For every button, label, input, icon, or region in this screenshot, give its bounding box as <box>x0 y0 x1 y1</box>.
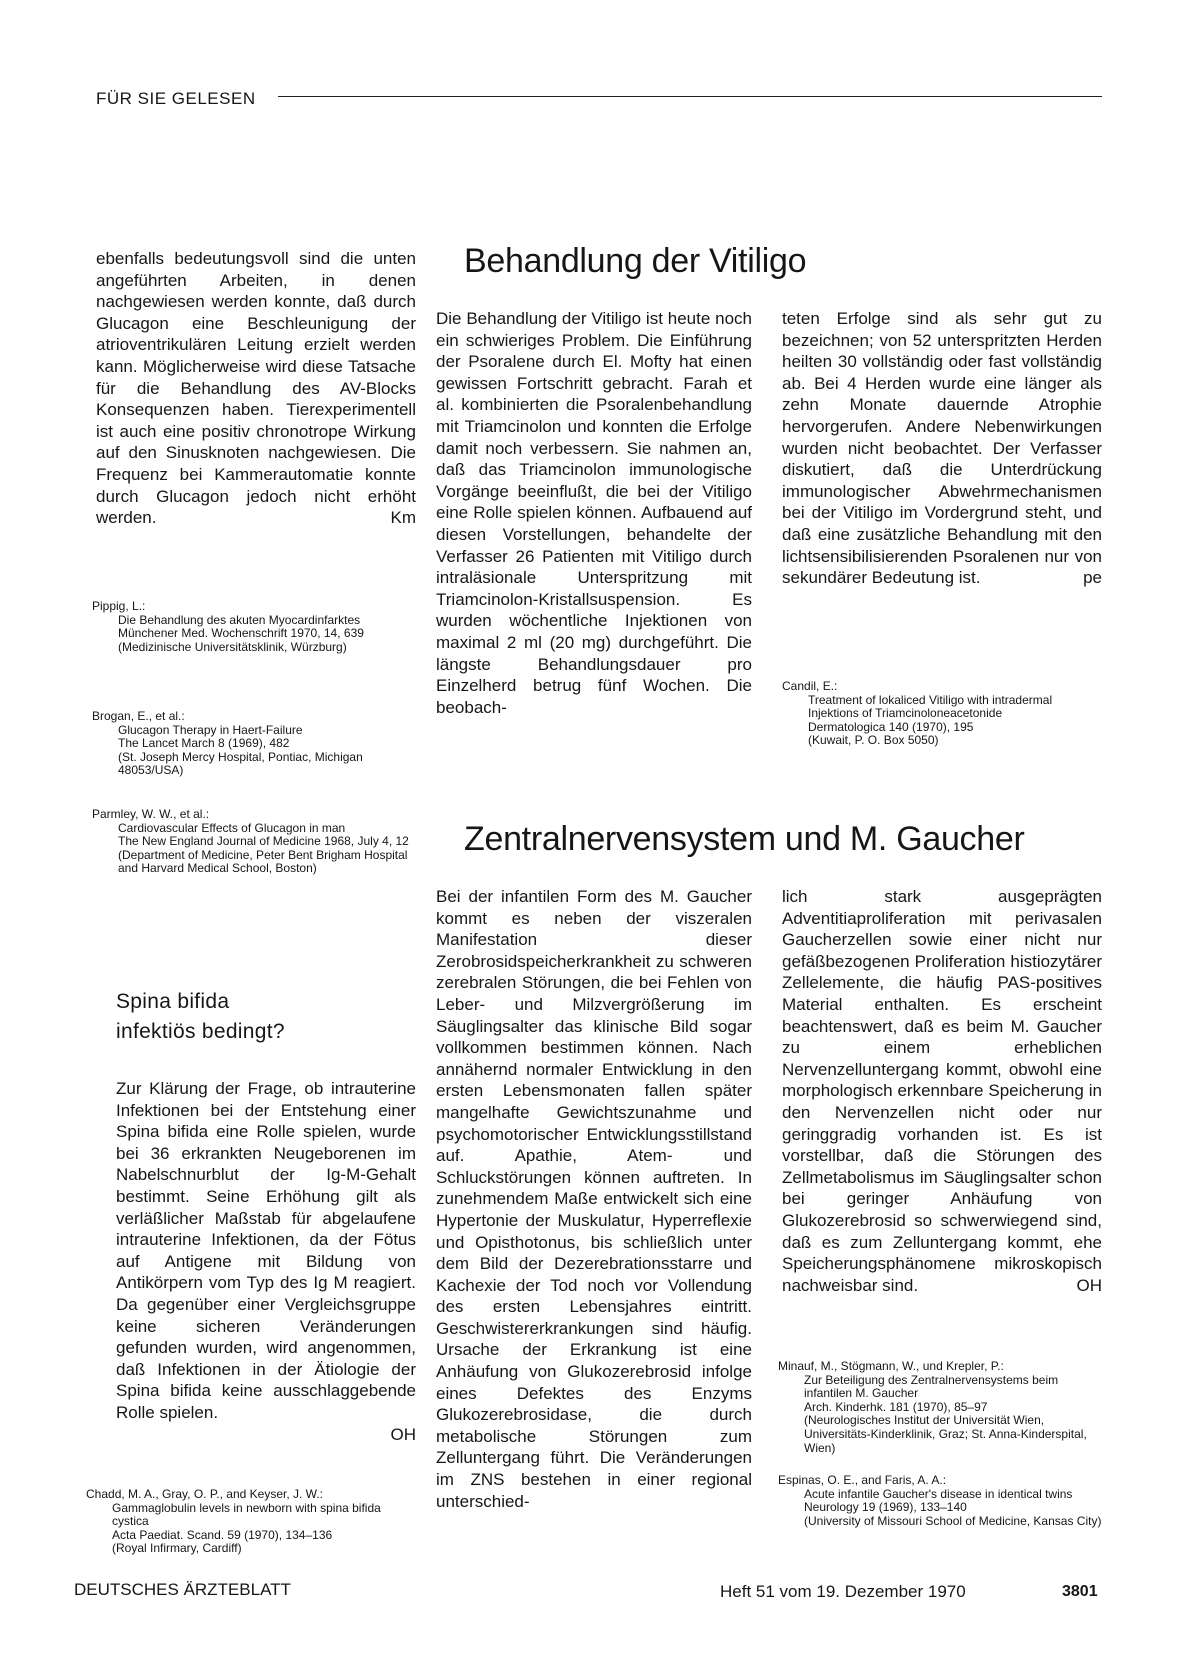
vitiligo-title: Behandlung der Vitiligo <box>464 242 807 280</box>
gaucher-title: Zentralnervensystem und M. Gaucher <box>464 820 1025 858</box>
reference-institution: (Kuwait, P. O. Box 5050) <box>808 733 939 748</box>
footer-journal: DEUTSCHES ÄRZTEBLATT <box>74 1580 291 1599</box>
gaucher-column-1 <box>436 886 752 1512</box>
reference-title: Cardiovascular Effects of Glucagon in man <box>118 820 346 835</box>
reference-source: Arch. Kinderhk. 181 (1970), 85–97 <box>804 1399 988 1414</box>
vitiligo-signature: pe <box>1083 568 1102 588</box>
glucagon-signature: Km <box>390 508 416 528</box>
glucagon-text: ebenfalls bedeutungsvoll sind die unten angeführten Arbeiten, in denen nachgewiesen werden konnte, daß durch Glucagon eine Beschleunigung der atrioventrikulären Leitung erzielt werden kann. Möglicherweise wird diese Tatsache für die Behandlung des AV-Blocks Konsequenzen haben. Tierexperimentell ist auch eine positiv chronotrope Wirkung auf den Sinusknoten nachgewiesen. Die Frequenz bei Kammerautomatie konnte durch Glucagon jedoch nicht erhöht werden. Km <box>96 249 416 528</box>
vitiligo-text-1: Die Behandlung der Vitiligo ist heute noch ein schwieriges Problem. Die Einführung der Psoralene durch El. Mofty hat einen gewissen Fortschritt gebracht. Farah et al. kombinierten die Psoralenbehandlung mit Triamcinolon und konnten die Erfolge damit noch verbessern. Sie nahmen an, daß das Triamcinolon immunologische Vorgänge beeinflußt, die bei der Vitiligo eine Rolle spielen können. Aufbauend auf diesen Vorstellungen, behandelte der Verfasser 26 Patienten mit Vitiligo durch intraläsionale Unterspritzung mit Triamcinolon-Kristallsuspension. Es wurden wöchentliche Injektionen von maximal 2 ml (20 mg) durchgeführt. Die längste Behandlungsdauer pro Einzelherd betrug fünf Wochen. Die beobach- <box>436 309 752 717</box>
spina-bifida-article <box>116 1078 416 1445</box>
reference-author: Brogan, E., et al.: <box>92 709 185 723</box>
reference-title: Die Behandlung des akuten Myocardinfarktes <box>118 612 361 627</box>
spina-bifida-title-line-1: Spina bifida <box>116 990 230 1013</box>
reference-institution: (Royal Infirmary, Cardiff) <box>112 1541 242 1556</box>
reference-source: Acta Paediat. Scand. 59 (1970), 134–136 <box>112 1527 333 1542</box>
glucagon-article <box>96 248 416 529</box>
gaucher-reference-2 <box>778 1474 1102 1528</box>
footer-issue: Heft 51 vom 19. Dezember 1970 <box>720 1582 966 1601</box>
glucagon-reference-2 <box>92 710 414 778</box>
spina-bifida-title <box>116 987 416 1047</box>
reference-source: Neurology 19 (1969), 133–140 <box>804 1500 967 1515</box>
gaucher-text-1: Bei der infantilen Form des M. Gaucher kommt es neben der viszeralen Manifestation dieser Zerobrosidspeicherkrankheit zu schweren zerebralen Störungen, die bei Fehlen von Leber- und Milzvergrößerung im Säuglingsalter das klinische Bild sogar vollkommen bestimmen können. Nach annähernd normaler Entwicklung in den ersten Lebensmonaten fallen später mangelhafte Gewichtszunahme und psychomotorischer Entwicklungsstillstand auf. Apathie, Atem- und Schluckstörungen können auftreten. In zunehmendem Maße entwickelt sich eine Hypertonie der Muskulatur, Hyperreflexie und Opisthotonus, bis schließlich unter dem Bild der Dezerebrationsstarre und Kachexie der Tod noch vor Vollendung des ersten Lebensjahres eintritt. Geschwistererkrankungen sind häufig. Ursache der Erkrankung ist eine Anhäufung von Glukozerebrosid infolge eines Defektes des Enzyms Glukozerebrosidase, die durch metabolische Störungen zum Zelluntergang führt. Die Veränderungen im ZNS bestehen in einer regional unterschied- <box>436 887 752 1511</box>
reference-institution: (St. Joseph Mercy Hospital, Pontiac, Michigan 48053/USA) <box>118 749 363 778</box>
vitiligo-reference <box>782 680 1102 748</box>
reference-author: Candil, E.: <box>782 679 838 693</box>
reference-source: Münchener Med. Wochenschrift 1970, 14, 639 <box>118 626 364 641</box>
header-rule <box>278 96 1102 97</box>
spina-bifida-text: Zur Klärung der Frage, ob intrauterine Infektionen bei der Entstehung einer Spina bifida eine Rolle spielen, wurde bei 36 erkrankten Neugeborenen im Nabelschnurblut der Ig-M-Gehalt bestimmt. Seine Erhöhung gilt als verläßlicher Maßstab für abgelaufene intrauterine Infektionen, da der Fötus auf Antigene mit Bildung von Antikörpern vom Typ des Ig M reagiert. Da gegenüber einer Vergleichsgruppe keine sicheren Veränderungen gefunden wurden, wird angenommen, daß Infektionen in der Ätiologie der Spina bifida keine ausschlaggebende Rolle spielen. <box>116 1079 416 1422</box>
reference-title: Glucagon Therapy in Haert-Failure <box>118 722 303 737</box>
gaucher-signature: OH <box>1076 1275 1102 1295</box>
gaucher-column-2 <box>782 886 1102 1296</box>
reference-title: Acute infantile Gaucher's disease in identical twins <box>804 1486 1073 1501</box>
reference-institution: (Neurologisches Institut der Universität Wien, Universitäts-Kinderklinik, Graz; St. Anna-Kinderspital, Wien) <box>804 1413 1087 1455</box>
spina-bifida-reference <box>86 1488 416 1556</box>
reference-title: Zur Beteiligung des Zentralnervensystems beim infantilen M. Gaucher <box>804 1372 1059 1401</box>
vitiligo-text-2: teten Erfolge sind als sehr gut zu bezeichnen; von 52 unterspritzten Herden heilten 30 vollständig oder fast vollständig ab. Bei 4 Herden wurde eine länger als zehn Monate dauernde Atrophie hervorgerufen. Andere Nebenwirkungen wurden nicht beobachtet. Der Verfasser diskutiert, daß die Unterdrückung immunologischer Abwehrmechanismen bei der Vitiligo im Vordergrund steht, und daß eine zusätzliche Behandlung mit den lichtsensibilisierenden Psoralenen nur von sekundärer Bedeutung ist. pe <box>782 309 1102 588</box>
vitiligo-column-2 <box>782 308 1102 589</box>
section-label: FÜR SIE GELESEN <box>96 89 256 108</box>
reference-author: Chadd, M. A., Gray, O. P., and Keyser, J. W.: <box>86 1487 323 1501</box>
glucagon-reference-1 <box>92 600 414 654</box>
reference-source: The Lancet March 8 (1969), 482 <box>118 736 290 751</box>
reference-source: Dermatologica 140 (1970), 195 <box>808 719 974 734</box>
spina-bifida-title-line-2: infektiös bedingt? <box>116 1020 285 1043</box>
reference-title: Treatment of lokaliced Vitiligo with intradermal Injektions of Triamcinoloneacetonide <box>808 692 1053 721</box>
reference-author: Pippig, L.: <box>92 599 146 613</box>
spina-bifida-signature: OH <box>390 1424 416 1444</box>
reference-author: Parmley, W. W., et al.: <box>92 807 210 821</box>
glucagon-reference-3 <box>92 808 414 876</box>
gaucher-reference-1 <box>778 1360 1102 1455</box>
reference-author: Espinas, O. E., and Faris, A. A.: <box>778 1473 947 1487</box>
page-number: 3801 <box>1062 1583 1098 1600</box>
gaucher-text-2: lich stark ausgeprägten Adventitiaproliferation mit perivasalen Gaucherzellen sowie einer nicht nur gefäßbezogenen Proliferation histiozytärer Zellelemente, die häufig PAS-positives Material enthalten. Es erscheint beachtenswert, daß es beim M. Gaucher zu einem erheblichen Nervenzelluntergang kommt, obwohl eine morphologisch erkennbare Speicherung in den Nervenzellen nicht oder nur geringgradig vorhanden ist. Es ist vorstellbar, daß die Störungen des Zellmetabolismus im Säuglingsalter schon bei geringer Anhäufung von Glukozerebrosid so schwerwiegend sind, daß es zum Zelluntergang kommt, ehe Speicherungsphänomene mikroskopisch nachweisbar sind. OH <box>782 887 1102 1295</box>
reference-institution: (Department of Medicine, Peter Bent Brigham Hospital and Harvard Medical School, Boston) <box>118 847 408 876</box>
reference-source: The New England Journal of Medicine 1968, July 4, 12 <box>118 834 409 849</box>
reference-author: Minauf, M., Stögmann, W., und Krepler, P.: <box>778 1359 1004 1373</box>
reference-institution: (Medizinische Universitätsklinik, Würzburg) <box>118 639 347 654</box>
vitiligo-column-1 <box>436 308 752 718</box>
reference-institution: (University of Missouri School of Medicine, Kansas City) <box>804 1513 1102 1528</box>
reference-title: Gammaglobulin levels in newborn with spina bifida cystica <box>112 1500 381 1529</box>
